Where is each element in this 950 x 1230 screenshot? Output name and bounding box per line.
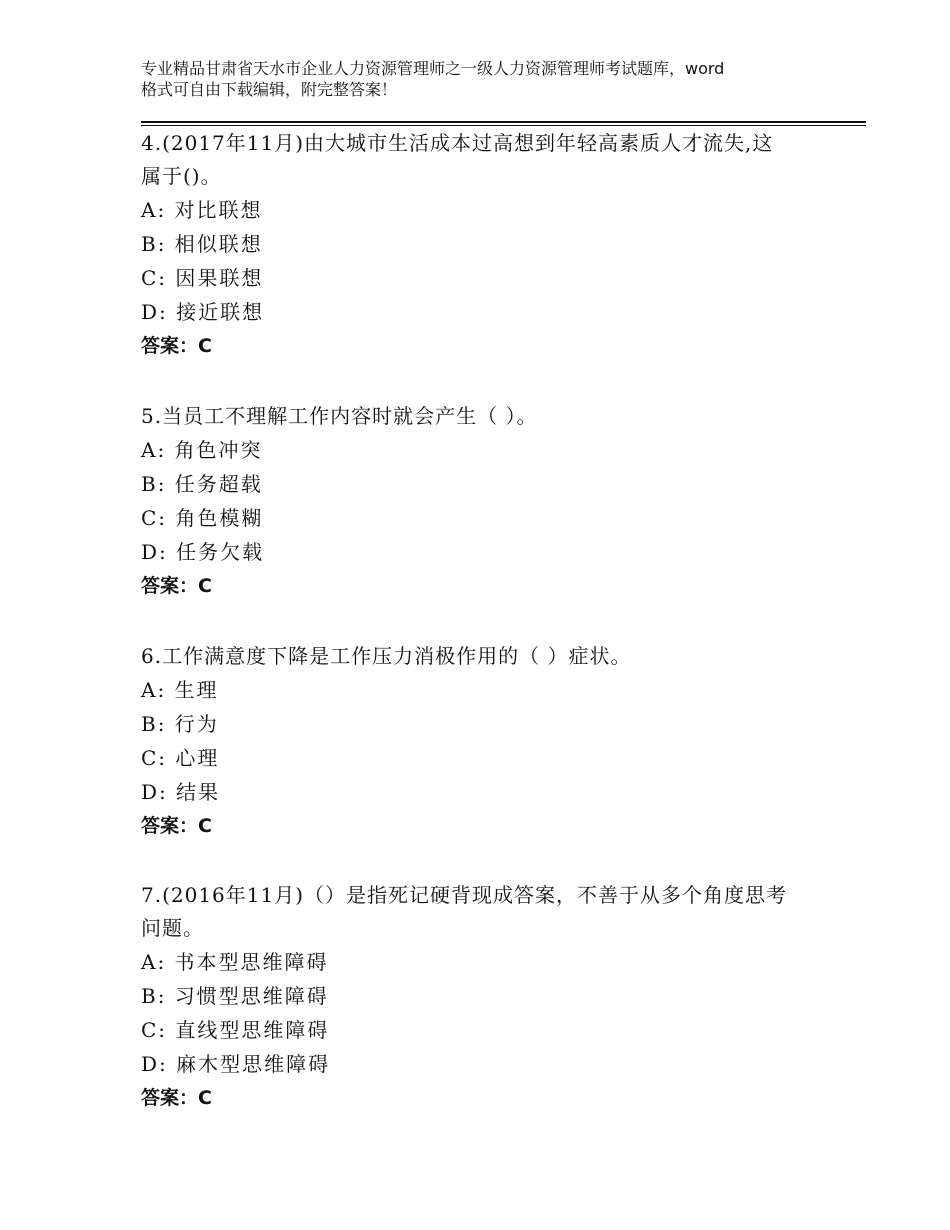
option-d: D: 结果 — [141, 780, 221, 804]
option-c: C: 角色模糊 — [141, 506, 264, 530]
answer: 答案：C — [141, 815, 212, 837]
option-a: A: 角色冲突 — [141, 438, 263, 462]
question-5 — [141, 400, 841, 603]
option-d: D: 任务欠载 — [141, 540, 265, 564]
option-b: B: 习惯型思维障碍 — [141, 984, 329, 1008]
option-d: D: 接近联想 — [141, 300, 265, 324]
question-6 — [141, 640, 841, 843]
option-d: D: 麻木型思维障碍 — [141, 1052, 331, 1076]
question-text-line-2: 问题。 — [141, 916, 204, 940]
question-7 — [141, 879, 841, 1115]
answer: 答案：C — [141, 335, 212, 357]
header-line-2: 格式可自由下载编辑，附完整答案！ — [141, 80, 398, 99]
header-divider-thick — [141, 121, 866, 123]
option-c: C: 心理 — [141, 746, 220, 770]
question-4 — [141, 127, 841, 363]
document-header — [141, 58, 841, 100]
question-text-line-1: 7.(2016年11月)（）是指死记硬背现成答案，不善于从多个角度思考 — [141, 883, 788, 907]
option-b: B: 行为 — [141, 712, 219, 736]
option-c: C: 直线型思维障碍 — [141, 1018, 330, 1042]
question-text-line-2: 属于()。 — [141, 164, 222, 188]
question-text-line-1: 6.工作满意度下降是工作压力消极作用的（ ）症状。 — [141, 644, 632, 668]
answer: 答案：C — [141, 1087, 212, 1109]
option-b: B: 任务超载 — [141, 472, 263, 496]
option-a: A: 生理 — [141, 678, 219, 702]
question-text-line-1: 5.当员工不理解工作内容时就会产生（ ）。 — [141, 404, 538, 428]
option-b: B: 相似联想 — [141, 232, 263, 256]
option-a: A: 对比联想 — [141, 198, 263, 222]
question-text-line-1: 4.(2017年11月)由大城市生活成本过高想到年轻高素质人才流失,这 — [141, 131, 774, 155]
answer: 答案：C — [141, 575, 212, 597]
option-c: C: 因果联想 — [141, 266, 264, 290]
header-divider-thin — [141, 125, 866, 126]
header-line-1: 专业精品甘肃省天水市企业人力资源管理师之一级人力资源管理师考试题库，word — [141, 59, 725, 78]
option-a: A: 书本型思维障碍 — [141, 950, 329, 974]
